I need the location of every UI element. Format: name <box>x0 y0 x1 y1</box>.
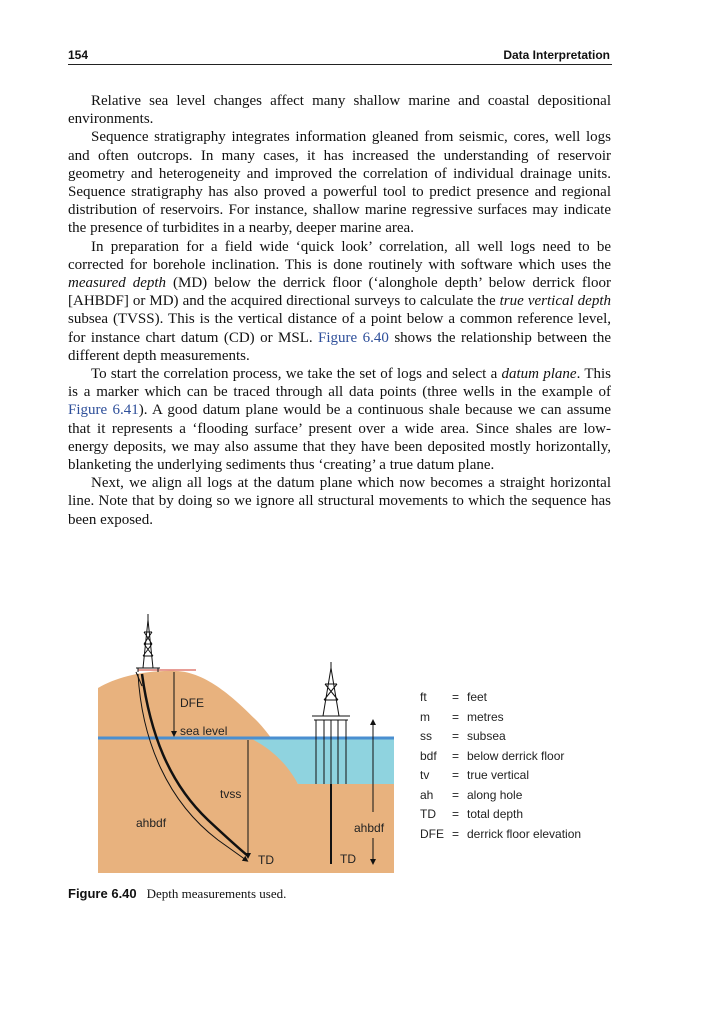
p4-text-3: ). A good datum plane would be a continuous shale because we can assume that it represents a ‘flooding surface’ present over a wide area. Since shales are low-energy deposits, we may also assume that they have been deposited mostly horizontally, blanketing the underlying sediments thus ‘creating’ a true datum plane. <box>68 402 612 474</box>
p3-text-4: shows the relationship between the different depth measurements. <box>68 329 611 364</box>
legend-equals: = <box>452 826 460 841</box>
page-number: 154 <box>68 48 89 62</box>
legend-equals: = <box>452 807 460 821</box>
legend-abbreviation: tv <box>420 768 430 782</box>
legend-definition: along hole <box>467 787 523 802</box>
label-sea-level: sea level <box>180 724 228 738</box>
depth-measurement-diagram <box>98 612 394 873</box>
legend-definition: below derrick floor <box>467 748 565 763</box>
label-ahbdf-left: ahbdf <box>136 816 167 830</box>
legend-equals: = <box>452 709 460 724</box>
p3-text-2: (MD) below the derrick floor (‘alonghole depth’ below derrick floor [AHBDF] or MD) and the acquired directional surveys to calculate the <box>68 275 611 310</box>
legend-equals: = <box>452 748 460 763</box>
legend-definition: true vertical <box>467 768 530 782</box>
page-header <box>68 46 612 65</box>
legend-abbreviation: ah <box>420 787 434 802</box>
paragraph-2: Sequence stratigraphy integrates information gleaned from seismic, cores, well logs and often outcrops. In many cases, it has increased the understanding of reservoir geometry and heterogeneity and improved the correlation of individual drainage units. Sequence stratigraphy has also proved a powerful tool to predict presence and regional distribution of reservoirs. For instance, shallow marine regressive surfaces may indicate the presence of turbidites in a nearby, deeper marine area. <box>68 129 611 237</box>
term-measured-depth: measured depth <box>68 275 167 292</box>
legend-equals: = <box>452 768 460 782</box>
legend-equals: = <box>452 787 460 802</box>
figure-caption <box>68 886 286 902</box>
legend-abbreviation: DFE <box>420 826 444 841</box>
legend-definition: derrick floor elevation <box>467 826 582 841</box>
paragraph-5: Next, we align all logs at the datum plane which now becomes a straight horizontal line. Note that by doing so we ignore all structural movements to which the sequence has been exposed. <box>68 475 611 528</box>
paragraph-3 <box>68 238 611 365</box>
p3-text-1: In preparation for a field wide ‘quick look’ correlation, all well logs need to be corrected for borehole inclination. This is done routinely with software which uses the <box>68 238 611 273</box>
legend-abbreviation: bdf <box>420 748 437 763</box>
legend-definition: metres <box>467 709 504 724</box>
paragraph-4 <box>68 365 611 474</box>
body-text <box>68 92 611 529</box>
legend-definition: total depth <box>467 807 524 821</box>
legend-equals: = <box>452 690 460 704</box>
legend-equals: = <box>452 729 460 743</box>
legend-definition: subsea <box>467 729 506 743</box>
term-datum-plane: datum plane <box>501 366 577 383</box>
p4-text-1: To start the correlation process, we take the set of logs and select a <box>91 366 502 383</box>
figure-6-41-link[interactable]: Figure 6.41 <box>68 402 139 419</box>
label-dfe: DFE <box>180 696 204 710</box>
label-tvss: tvss <box>220 787 242 801</box>
legend-abbreviation: ss <box>420 729 432 743</box>
p3-text-3: subsea (TVSS). This is the vertical distance of a point below a common reference level, for instance chart datum (CD) or MSL. <box>68 311 611 346</box>
label-td-right: TD <box>340 852 356 866</box>
figure-6-40-link[interactable]: Figure 6.40 <box>318 329 389 346</box>
p4-text-2: . This is a marker which can be traced through all data points (three wells in the example of <box>68 366 611 401</box>
label-td-left: TD <box>258 853 274 867</box>
running-section-title: Data Interpretation <box>503 48 610 62</box>
paragraph-1: Relative sea level changes affect many shallow marine and coastal depositional environments. <box>68 93 611 128</box>
caption-label: Figure 6.40 <box>68 886 137 901</box>
legend-definition: feet <box>467 690 488 704</box>
caption-text: Depth measurements used. <box>146 886 287 901</box>
legend-abbreviation: TD <box>420 807 436 821</box>
label-ahbdf-right: ahbdf <box>354 821 385 835</box>
legend-abbreviation: m <box>420 709 430 724</box>
term-true-vertical-depth: true vertical depth <box>499 293 611 310</box>
legend-abbreviation: ft <box>420 690 427 704</box>
land-derrick-icon <box>136 614 160 672</box>
